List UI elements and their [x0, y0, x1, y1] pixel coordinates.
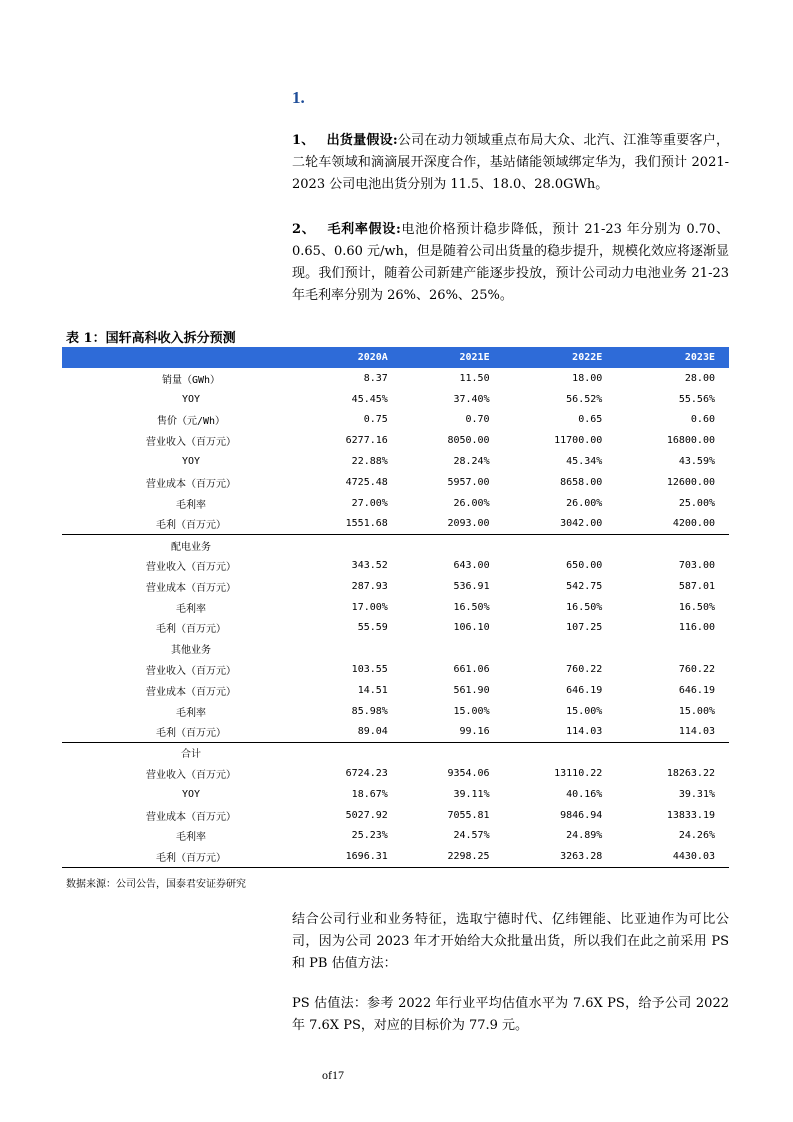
table-cell	[402, 638, 504, 659]
table-cell: 3263.28	[504, 846, 617, 867]
table-cell: 643.00	[453, 560, 490, 572]
table-cell: 45.34%	[566, 456, 603, 468]
table-cell: 8658.00	[560, 476, 603, 488]
header-cell: 2020A	[300, 347, 402, 368]
table-cell: 9354.06	[447, 768, 490, 780]
table-cell: 40.16%	[566, 788, 603, 800]
table-cell	[300, 534, 402, 555]
row-label: 毛利率	[176, 707, 206, 719]
table-cell: 116.00	[678, 622, 715, 634]
table-cell: 4200.00	[672, 518, 715, 530]
table-row	[62, 555, 729, 576]
table-cell: 28.24%	[453, 456, 490, 468]
table-row	[62, 846, 729, 867]
table-cell	[402, 534, 504, 555]
table-cell: 12600.00	[666, 476, 715, 488]
table-row	[62, 451, 729, 472]
assumption-gross-margin	[292, 219, 729, 307]
revenue-forecast-table	[62, 347, 729, 868]
table-cell: 0.70	[465, 414, 490, 426]
table-cell: 15.00%	[566, 705, 603, 717]
table-cell: 2093.00	[447, 518, 490, 530]
header-cell	[62, 347, 300, 368]
table-cell: 39.11%	[453, 788, 490, 800]
table-cell: 39.31%	[678, 788, 715, 800]
table-row	[62, 534, 729, 555]
table-cell: 1696.31	[300, 846, 402, 867]
row-label: 营业成本（百万元）	[146, 478, 236, 490]
table-cell	[402, 742, 504, 763]
table-row	[62, 784, 729, 805]
table-row	[62, 680, 729, 701]
assumption-text: 公司在动力领域重点布局大众、北汽、江淮等重要客户，二轮车领域和滴滴展开深度合作，基站储能领域绑定华为，我们预计 2021-2023 公司电池出货分别为 11.5、18.0、28.0GWh。	[292, 133, 729, 192]
table-cell	[504, 534, 617, 555]
table-cell: 3042.00	[560, 518, 603, 530]
table-row	[62, 389, 729, 410]
table-cell: 287.93	[351, 580, 388, 592]
table-cell: 25.23%	[351, 830, 388, 842]
row-label: 毛利（百万元）	[156, 624, 226, 636]
table-cell: 18.67%	[351, 788, 388, 800]
table-row	[62, 576, 729, 597]
row-label: 销量（GWh）	[161, 374, 221, 386]
row-label: 毛利率	[176, 832, 206, 844]
table-cell: 646.19	[566, 684, 603, 696]
row-label: 营业成本（百万元）	[146, 582, 236, 594]
table-cell: 13110.22	[554, 768, 603, 780]
table-cell: 0.65	[578, 414, 603, 426]
table-cell: 15.00%	[678, 705, 715, 717]
table-cell: 14.51	[357, 684, 388, 696]
table-row	[62, 430, 729, 451]
table-cell	[616, 534, 729, 555]
table-row	[62, 410, 729, 431]
table-cell: 4725.48	[345, 476, 388, 488]
table-cell: 561.90	[453, 684, 490, 696]
row-label: 营业收入（百万元）	[146, 562, 236, 574]
row-label: 营业成本（百万元）	[146, 686, 236, 698]
table-cell: 114.03	[566, 726, 603, 738]
header-cell: 2022E	[504, 347, 617, 368]
table-cell: 9846.94	[560, 809, 603, 821]
table-cell: 24.26%	[678, 830, 715, 842]
table-cell: 37.40%	[453, 393, 490, 405]
table-cell: 760.22	[678, 664, 715, 676]
table-row	[62, 638, 729, 659]
table-cell	[504, 638, 617, 659]
table-cell: 16.50%	[678, 601, 715, 613]
assumption-shipment	[292, 130, 729, 196]
table-cell: 18.00	[572, 372, 603, 384]
table-cell: 26.00%	[453, 497, 490, 509]
assumption-heading: 出货量假设:	[326, 133, 398, 148]
table-cell: 5027.92	[345, 809, 388, 821]
table-cell: 56.52%	[566, 393, 603, 405]
table-cell: 703.00	[678, 560, 715, 572]
table-cell: 542.75	[566, 580, 603, 592]
table-cell: 646.19	[678, 684, 715, 696]
row-label: 营业成本（百万元）	[146, 811, 236, 823]
table-cell: 343.52	[351, 560, 388, 572]
table-row	[62, 472, 729, 493]
table-cell: 114.03	[678, 726, 715, 738]
table-cell: 27.00%	[351, 497, 388, 509]
table-cell: 85.98%	[351, 705, 388, 717]
table-cell: 16.50%	[566, 601, 603, 613]
table-cell: 11.50	[459, 372, 490, 384]
table-row	[62, 763, 729, 784]
row-label: 毛利率	[176, 603, 206, 615]
header-cell: 2021E	[402, 347, 504, 368]
row-label: 营业收入（百万元）	[146, 770, 236, 782]
table-row	[62, 722, 729, 743]
table-cell	[616, 742, 729, 763]
table-cell	[300, 742, 402, 763]
table-cell: 22.88%	[351, 456, 388, 468]
assumption-number: 1、	[292, 133, 315, 148]
table-cell: 106.10	[453, 622, 490, 634]
section-number: 1.	[292, 88, 305, 107]
table-cell	[300, 638, 402, 659]
table-cell: 55.56%	[678, 393, 715, 405]
table-cell: 24.89%	[566, 830, 603, 842]
table-cell: 43.59%	[678, 456, 715, 468]
row-label: 营业收入（百万元）	[146, 437, 236, 449]
table-row	[62, 742, 729, 763]
table-row	[62, 368, 729, 389]
table-row	[62, 618, 729, 639]
table-cell: 8.37	[363, 372, 388, 384]
table-cell: 25.00%	[678, 497, 715, 509]
table-cell: 8050.00	[447, 435, 490, 447]
table-cell: 587.01	[678, 580, 715, 592]
table-row	[62, 826, 729, 847]
table-row	[62, 514, 729, 535]
table-cell: 6724.23	[345, 768, 388, 780]
row-label: 售价（元/Wh）	[156, 416, 226, 428]
data-source: 数据来源：公司公告，国泰君安证券研究	[66, 879, 246, 890]
assumption-text: 电池价格预计稳步降低，预计 21-23 年分别为 0.70、0.65、0.60 元/wh，但是随着公司出货量的稳步提升，规模化效应将逐渐显现。我们预计，随着公司新建产能逐步投放，预计公司动力电池业务 21-23 年毛利率分别为 26%、26%、25%。	[292, 222, 729, 303]
table-row	[62, 701, 729, 722]
row-label: 毛利（百万元）	[156, 728, 226, 740]
valuation-intro: 结合公司行业和业务特征，选取宁德时代、亿纬锂能、比亚迪作为可比公司，因为公司 2023 年才开始给大众批量出货，所以我们在此之前采用 PS 和 PB 估值方法：	[292, 912, 729, 971]
table-cell: 0.75	[363, 414, 388, 426]
table-cell: 17.00%	[351, 601, 388, 613]
table-header-row	[62, 347, 729, 368]
table-cell: 760.22	[566, 664, 603, 676]
assumption-number: 2、	[292, 222, 316, 237]
row-label: 其他业务	[171, 645, 211, 657]
table-cell: 11700.00	[554, 435, 603, 447]
header-cell: 2023E	[616, 347, 729, 368]
table-cell: 536.91	[453, 580, 490, 592]
assumption-heading: 毛利率假设:	[327, 222, 401, 237]
table-cell: 103.55	[351, 664, 388, 676]
table-cell: 5957.00	[447, 476, 490, 488]
table-cell: 15.00%	[453, 705, 490, 717]
table-cell: 13833.19	[666, 809, 715, 821]
table-row	[62, 493, 729, 514]
table-cell: 107.25	[566, 622, 603, 634]
row-label: 合计	[62, 742, 300, 763]
table-cell: 0.60	[690, 414, 715, 426]
table-cell: 89.04	[357, 726, 388, 738]
row-label: YOY	[181, 788, 201, 800]
row-label: 毛利（百万元）	[156, 520, 226, 532]
table-cell: 26.00%	[566, 497, 603, 509]
row-label: 营业收入（百万元）	[146, 666, 236, 678]
table-cell: 45.45%	[351, 393, 388, 405]
table-row	[62, 659, 729, 680]
table-cell: 99.16	[459, 726, 490, 738]
table-cell	[504, 742, 617, 763]
table-cell: 650.00	[566, 560, 603, 572]
table-title: 表 1：国轩高科收入拆分预测	[66, 331, 236, 346]
table-cell: 28.00	[684, 372, 715, 384]
table-cell: 661.06	[453, 664, 490, 676]
table-cell: 4430.03	[616, 846, 729, 867]
row-label: 毛利率	[176, 499, 206, 511]
table-cell: 7055.81	[447, 809, 490, 821]
page-footer: of17	[322, 1068, 344, 1082]
table-cell: 16800.00	[666, 435, 715, 447]
table-cell: 6277.16	[345, 435, 388, 447]
table-cell: 24.57%	[453, 830, 490, 842]
table-cell: 18263.22	[666, 768, 715, 780]
table-cell: 16.50%	[453, 601, 490, 613]
table-cell: 1551.68	[345, 518, 388, 530]
row-label: YOY	[181, 456, 201, 468]
table-row	[62, 597, 729, 618]
table-cell: 55.59	[357, 622, 388, 634]
table-cell: 2298.25	[402, 846, 504, 867]
row-label: YOY	[181, 393, 201, 405]
row-label: 配电业务	[62, 534, 300, 555]
table-row	[62, 805, 729, 826]
ps-valuation: PS 估值法：参考 2022 年行业平均估值水平为 7.6X PS，给予公司 2022 年 7.6X PS，对应的目标价为 77.9 元。	[292, 996, 729, 1033]
row-label: 毛利（百万元）	[62, 846, 300, 867]
table-cell	[616, 638, 729, 659]
